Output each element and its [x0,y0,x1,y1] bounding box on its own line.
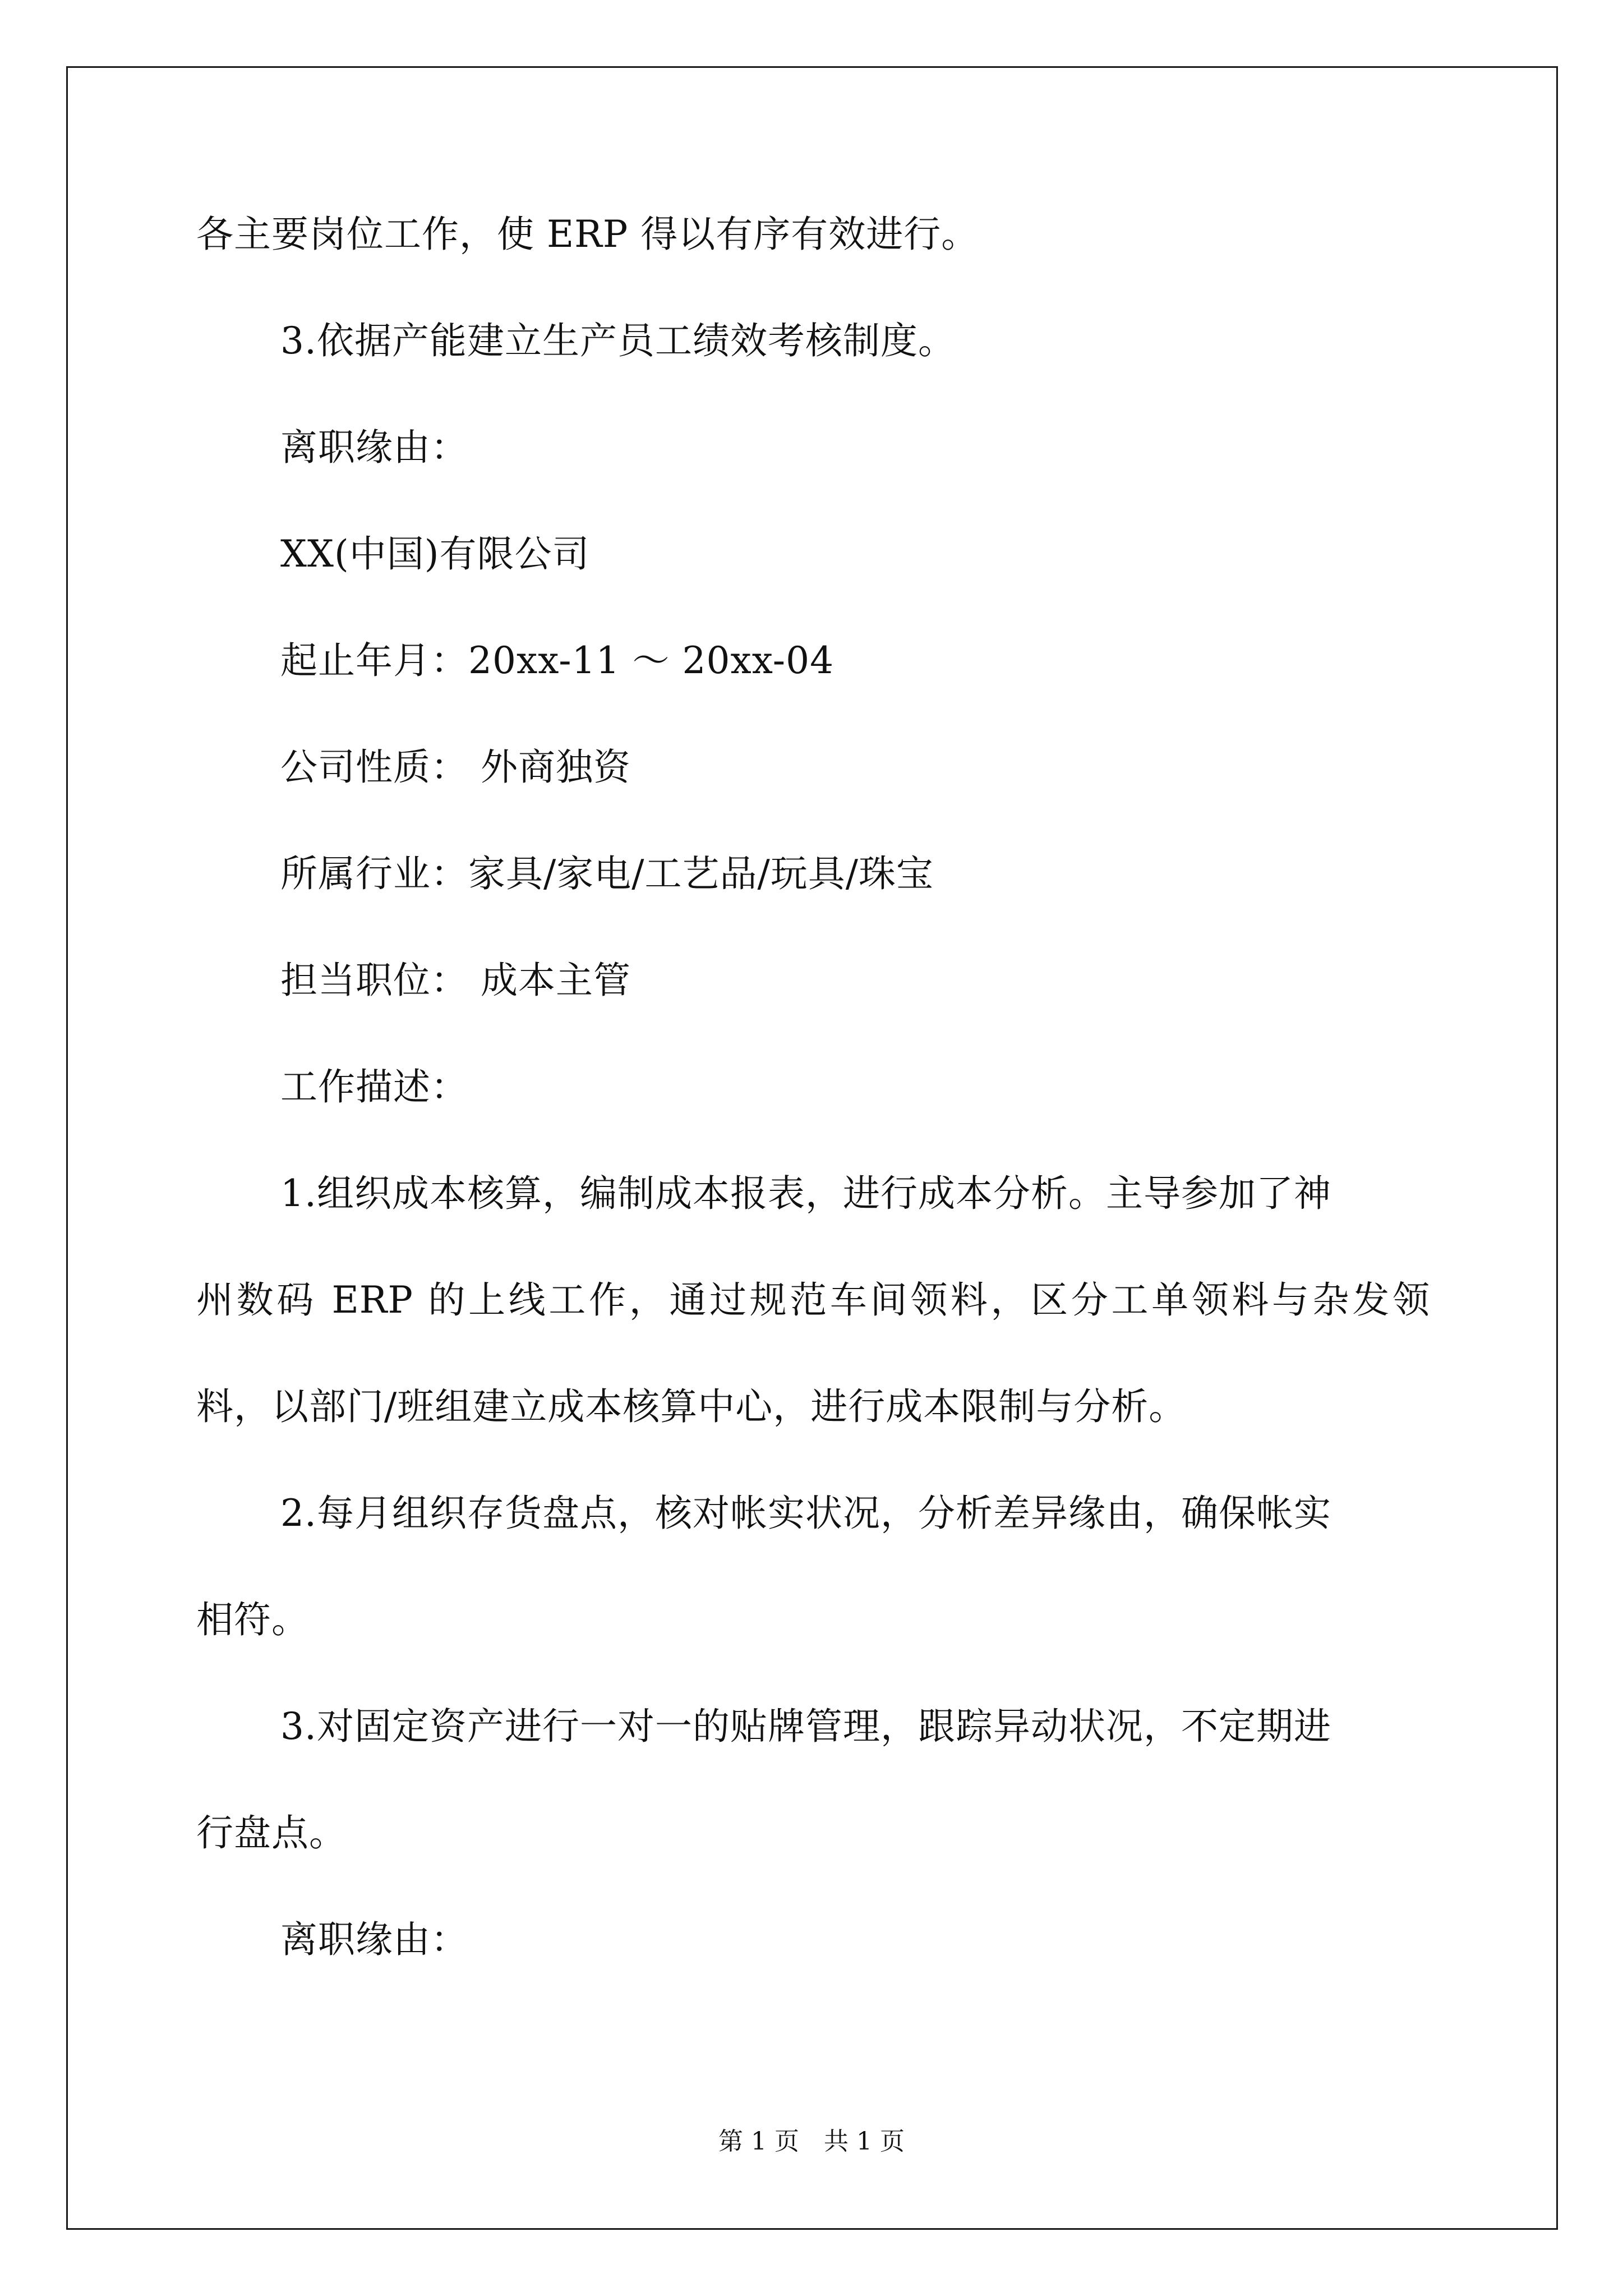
page-number-footer: 第 1 页 共 1 页 [718,2127,905,2156]
text-line-6: 公司性质： 外商独资 [280,746,631,789]
text-line-2: 3.依据产能建立生产员工绩效考核制度。 [280,319,956,362]
page-border [66,66,1558,2230]
text-line-5: 起止年月：20xx-11 ～ 20xx-04 [280,639,834,682]
text-line-3: 离职缘由： [280,426,468,469]
text-line-12: 料，以部门/班组建立成本核算中心，进行成本限制与分析。 [196,1385,1187,1428]
text-line-1: 各主要岗位工作，使 ERP 得以有序有效进行。 [196,213,979,256]
text-line-16: 行盘点。 [196,1811,347,1855]
text-line-7: 所属行业：家具/家电/工艺品/玩具/珠宝 [280,852,934,895]
text-line-13: 2.每月组织存货盘点，核对帐实状况，分析差异缘由，确保帐实 [280,1492,1331,1535]
text-line-15: 3.对固定资产进行一对一的贴牌管理，跟踪异动状况，不定期进 [280,1705,1331,1748]
text-line-10: 1.组织成本核算，编制成本报表，进行成本分析。主导参加了神 [280,1172,1331,1215]
text-line-4: XX(中国)有限公司 [280,532,590,576]
text-line-14: 相符。 [196,1598,309,1641]
text-line-11: 州数码 ERP 的上线工作，通过规范车间领料，区分工单领料与杂发领 [196,1278,1430,1322]
text-line-17: 离职缘由： [280,1918,468,1961]
text-line-9: 工作描述： [280,1065,468,1108]
text-line-8: 担当职位： 成本主管 [280,959,631,1002]
